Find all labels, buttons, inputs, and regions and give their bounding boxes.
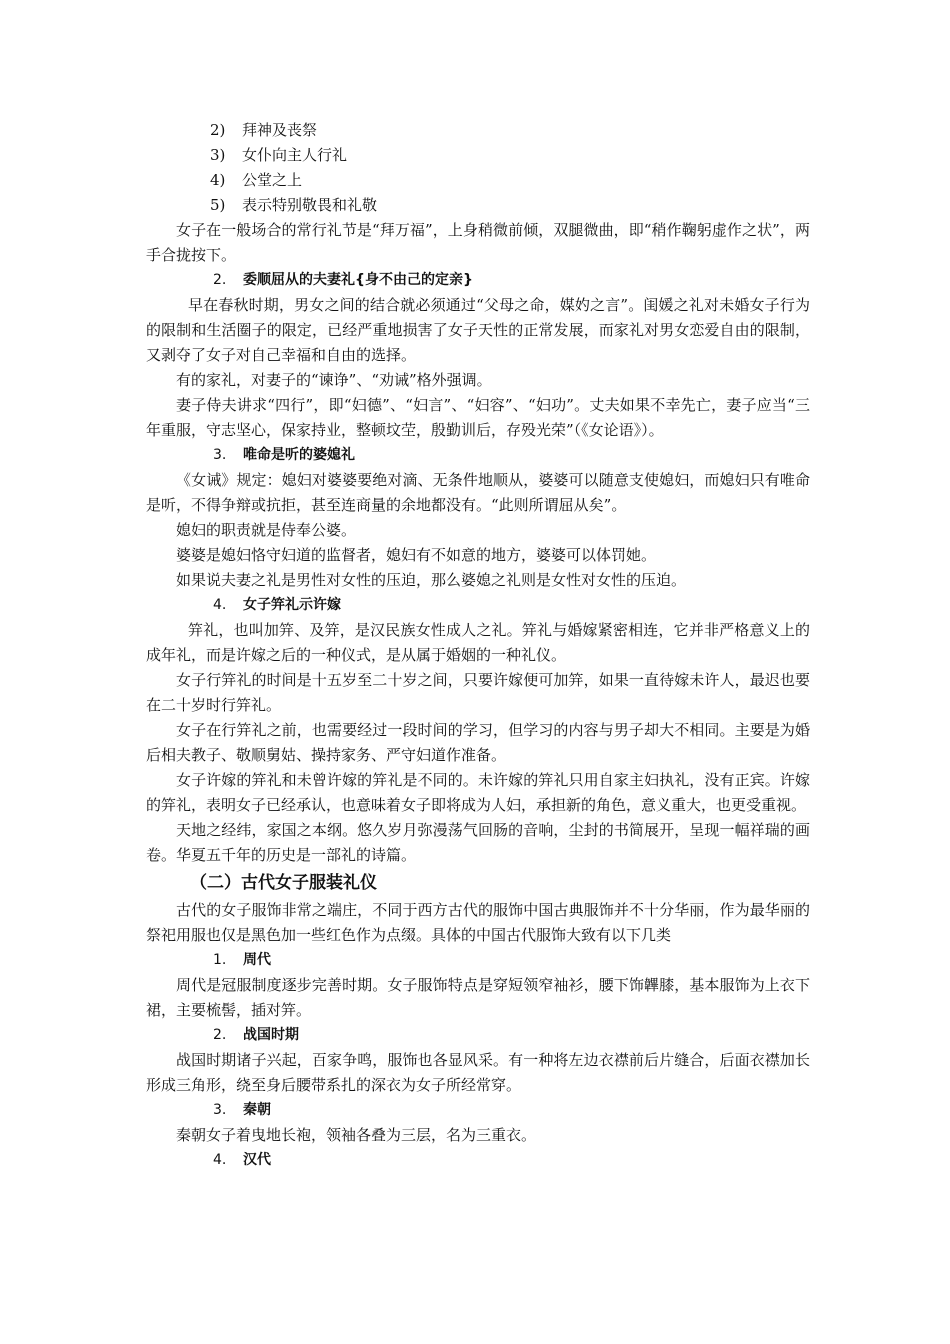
heading-inlaw-etiquette: 3. 唯命是听的婆媳礼 — [213, 447, 355, 463]
paragraph: 如果说夫妻之礼是男性对女性的压迫，那么婆媳之礼则是女性对女性的压迫。 — [176, 571, 687, 589]
paragraph: 早在春秋时期，男女之间的结合就必须通过“父母之命，媒妁之言”。闺媛之礼对未婚女子行为的限制和生活圈子的限定，已经严重地损害了女子天性的正常发展，而家礼对男女恋爱自由的限制，又剥夺了女子对自己幸福和自由的选择。 — [146, 296, 810, 364]
list-item: 5) 表示特别敬畏和礼敬 — [210, 196, 378, 214]
heading-couple-etiquette: 2. 委顺屈从的夫妻礼{身不由己的定亲} — [213, 272, 473, 288]
paragraph: 《女诫》规定：媳妇对婆婆要绝对滴、无条件地顺从，婆婆可以随意支使媳妇，而媳妇只有唯命是听，不得争辩或抗拒，甚至连商量的余地都没有。“此则所谓屈从矣”。 — [146, 471, 810, 514]
paragraph: 女子行笄礼的时间是十五岁至二十岁之间，只要许嫁便可加笄，如果一直待嫁未许人，最迟也要在二十岁时行笄礼。 — [146, 671, 810, 714]
paragraph: 女子在行笄礼之前，也需要经过一段时间的学习，但学习的内容与男子却大不相同。主要是为婚后相夫教子、敬顺舅姑、操持家务、严守妇道作准备。 — [146, 721, 810, 764]
paragraph: 天地之经纬，家国之本纲。悠久岁月弥漫荡气回肠的音响，尘封的书简展开，呈现一幅祥瑞的画卷。华夏五千年的历史是一部礼的诗篇。 — [146, 821, 810, 864]
paragraph: 周代是冠服制度逐步完善时期。女子服饰特点是穿短领窄袖衫，腰下饰韠膝，基本服饰为上衣下裙，主要梳髻，插对笄。 — [146, 976, 810, 1019]
list-item: 4) 公堂之上 — [210, 171, 303, 189]
heading-han: 4. 汉代 — [213, 1152, 271, 1168]
heading-zhou: 1. 周代 — [213, 952, 271, 968]
paragraph: 笄礼，也叫加笄、及笄，是汉民族女性成人之礼。笄礼与婚嫁紧密相连，它并非严格意义上的成年礼，而是许嫁之后的一种仪式，是从属于婚姻的一种礼仪。 — [146, 621, 810, 664]
paragraph-wanfu: 女子在一般场合的常行礼节是“拜万福”，上身稍微前倾，双腿微曲，即“稍作鞠躬虚作之状”，两手合拢按下。 — [146, 221, 810, 264]
section-title: （二）古代女子服装礼仪 — [190, 873, 377, 893]
heading-qin: 3. 秦朝 — [213, 1102, 271, 1118]
paragraph: 有的家礼，对妻子的“谏诤”、“劝诫”格外强调。 — [176, 371, 492, 389]
paragraph: 战国时期诸子兴起，百家争鸣，服饰也各显风采。有一种将左边衣襟前后片缝合，后面衣襟加长形成三角形，绕至身后腰带系扎的深衣为女子所经常穿。 — [146, 1051, 810, 1094]
paragraph: 古代的女子服饰非常之端庄，不同于西方古代的服饰中国古典服饰并不十分华丽，作为最华丽的祭祀用服也仅是黑色加一些红色作为点缀。具体的中国古代服饰大致有以下几类 — [146, 901, 810, 944]
heading-zhanguo: 2. 战国时期 — [213, 1027, 299, 1043]
paragraph: 女子许嫁的笄礼和未曾许嫁的笄礼是不同的。未许嫁的笄礼只用自家主妇执礼，没有正宾。许嫁的笄礼，表明女子已经承认，也意味着女子即将成为人妇，承担新的角色，意义重大，也更受重视。 — [146, 771, 810, 814]
list-item: 3) 女仆向主人行礼 — [210, 146, 348, 164]
paragraph: 媳妇的职责就是侍奉公婆。 — [176, 521, 357, 539]
heading-ji-ceremony: 4. 女子笄礼示许嫁 — [213, 597, 341, 613]
paragraph: 婆婆是媳妇恪守妇道的监督者，媳妇有不如意的地方，婆婆可以体罚她。 — [176, 546, 657, 564]
paragraph: 秦朝女子着曳地长袍，领袖各叠为三层，名为三重衣。 — [176, 1126, 537, 1144]
document-page — [146, 118, 810, 1173]
paragraph: 妻子侍夫讲求“四行”，即“妇德”、“妇言”、“妇容”、“妇功”。丈夫如果不幸先亡，妻子应当“三年重服，守志坚心，保家持业，整顿坟茔，殷勤训后，存殁光荣”（《女论语》）。 — [146, 396, 810, 439]
list-item: 2) 拜神及丧祭 — [210, 121, 318, 139]
